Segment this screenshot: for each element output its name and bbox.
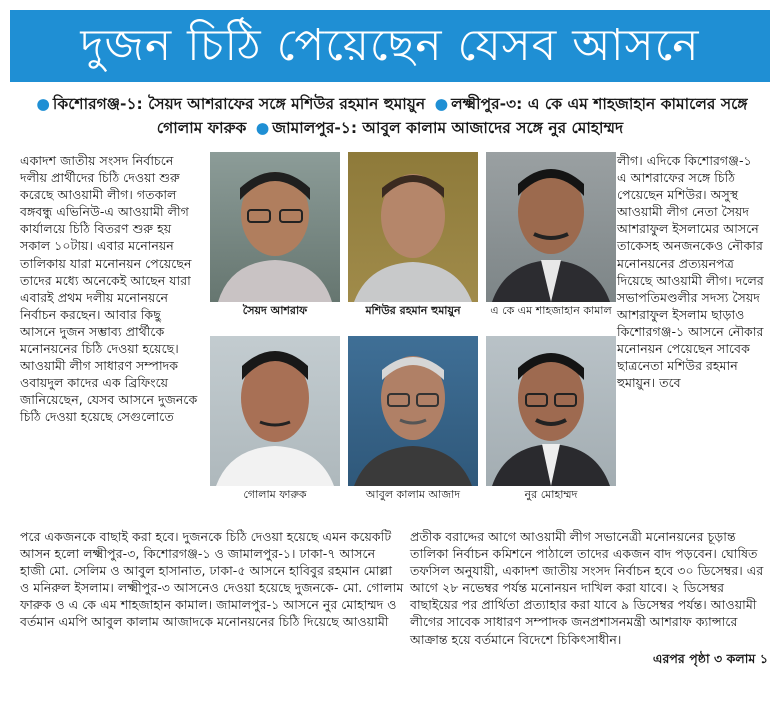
article-column-right: লীগ। এদিকে কিশোরগঞ্জ-১ এ আশরাফের সঙ্গে চিঠি পেয়েছেন মশিউর। অসুস্থ আওয়ামী লীগ নেতা সৈয়দ আশরাফুল ইসলামের আসনে তাকেসহ অনজনকেও নৌকার মনোনয়নের প্রত্যয়নপত্র দিয়েছে আওয়ামী লীগ। দলের সভাপতিমণ্ডলীর সদস্য সৈয়দ আশরাফুল ইসলাম ছাড়াও কিশোরগঞ্জ-১ আসনে নৌকার মনোনয়ন পেয়েছেন সাবেক ছাত্রনেতা মশিউর রহমান হুমায়ুন। তবে xyxy=(617,153,764,391)
continued-note: এরপর পৃষ্ঠা ৩ কলাম ১ xyxy=(652,650,768,666)
portrait-photo xyxy=(486,336,616,486)
photo-caption: মশিউর রহমান হুমায়ুন xyxy=(365,304,461,317)
photo-card xyxy=(210,152,340,320)
portrait-photo xyxy=(348,336,478,486)
photo-caption: গোলাম ফারুক xyxy=(243,488,307,501)
article-text: প্রতীক বরাদ্দের আগে আওয়ামী লীগ সভানেত্রী মনোনয়নের চূড়ান্ত তালিকা নির্বাচন কমিশনে পাঠালে তাদের একজন বাদ পড়বেন। ঘোষিত তফসিল অনুযায়ী, একাদশ জাতীয় সংসদ নির্বাচন হবে ৩০ ডিসেম্বর। এর আগে ২৮ নভেম্বর পর্যন্ত মনোনয়ন দাখিল করা যাবে। ২ ডিসেম্বর বাছাইয়ের পর প্রার্থিতা প্রত্যাহার করা যাবে ৯ ডিসেম্বর পর্যন্ত। আওয়ামী লীগের সাবেক সাধারণ সম্পাদক জনপ্রশাসনমন্ত্রী আশরাফ ক্যান্সারে আক্রান্ত হয়ে বর্তমানে বিদেশে চিকিৎসাধীন। xyxy=(410,529,764,647)
subhead-item: লক্ষ্মীপুর-৩: এ কে এম শাহজাহান কামালের সঙ্গে গোলাম ফারুক xyxy=(156,95,748,137)
subhead-item: কিশোরগঞ্জ-১: সৈয়দ আশরাফের সঙ্গে মশিউর রহমান হুমায়ুন xyxy=(52,95,426,113)
subheadline xyxy=(20,92,760,140)
article-column-bottom-right xyxy=(410,528,768,667)
photo-caption: সৈয়দ আশরাফ xyxy=(242,304,308,317)
portrait-photo xyxy=(210,336,340,486)
portrait-photo xyxy=(348,152,478,302)
photo-card xyxy=(348,336,478,504)
photo-caption: আবুল কালাম আজাদ xyxy=(365,488,461,501)
bullet-icon: ● xyxy=(255,119,270,137)
photo-card xyxy=(486,336,616,504)
bullet-icon: ● xyxy=(36,95,50,113)
article-column-left: একাদশ জাতীয় সংসদ নির্বাচনে দলীয় প্রার্থীদের চিঠি দেওয়া শুরু করেছে আওয়ামী লীগ। গতকাল বঙ্গবন্ধু এভিনিউ-এ আওয়ামী লীগ কার্যালয়ে চিঠি বিতরণ শুরু হয় সকাল ১০টায়। এবার মনোনয়ন তালিকায় যারা মনোনয়ন পেয়েছেন তাদের মধ্যে অনেকেই আছেন যারা এবারই প্রথম দলীয় মনোনয়নে নির্বাচন করছেন। আবার কিছু আসনে দুজন সম্ভাব্য প্রার্থীকে মনোনয়নের চিঠি দেওয়া হয়েছে। আওয়ামী লীগ সাধারণ সম্পাদক ওবায়দুল কাদের এক ব্রিফিংয়ে জানিয়েছেন, যেসব আসনে দুজনকে চিঠি দেওয়া হয়েছে সেগুলোতে xyxy=(20,153,198,425)
photo-caption: এ কে এম শাহজাহান কামাল xyxy=(490,304,612,317)
photo-card xyxy=(210,336,340,504)
photo-card xyxy=(348,152,478,320)
photo-caption: নুর মোহাম্মদ xyxy=(524,488,578,501)
headline-banner xyxy=(10,10,770,82)
article-column-bottom-left: পরে একজনকে বাছাই করা হবে। দুজনকে চিঠি দেওয়া হয়েছে এমন কয়েকটি আসন হলো লক্ষ্মীপুর-৩, কিশোরগঞ্জ-১ ও জামালপুর-১। ঢাকা-৭ আসনে হাজী মো. সেলিম ও আবুল হাসানাত, ঢাকা-৫ আসনে হাবিবুর রহমান মোল্লা ও মনিরুল ইসলাম। লক্ষ্মীপুর-৩ আসনেও দেওয়া হয়েছে দুজনকে- মো. গোলাম ফারুক ও এ কে এম শাহজাহান কামাল। জামালপুর-১ আসনে নুর মোহাম্মদ ও বর্তমান এমপি আবুল কালাম আজাদকে মনোনয়নের চিঠি দিয়েছে আওয়ামী xyxy=(20,529,404,630)
photo-card xyxy=(486,152,616,320)
bullet-icon: ● xyxy=(434,95,449,113)
subhead-item: জামালপুর-১: আবুল কালাম আজাদের সঙ্গে নুর মোহাম্মদ xyxy=(272,119,624,137)
portrait-photo xyxy=(210,152,340,302)
headline: দুজন চিঠি পেয়েছেন যেসব আসনে xyxy=(80,20,700,71)
portrait-photo xyxy=(486,152,616,302)
